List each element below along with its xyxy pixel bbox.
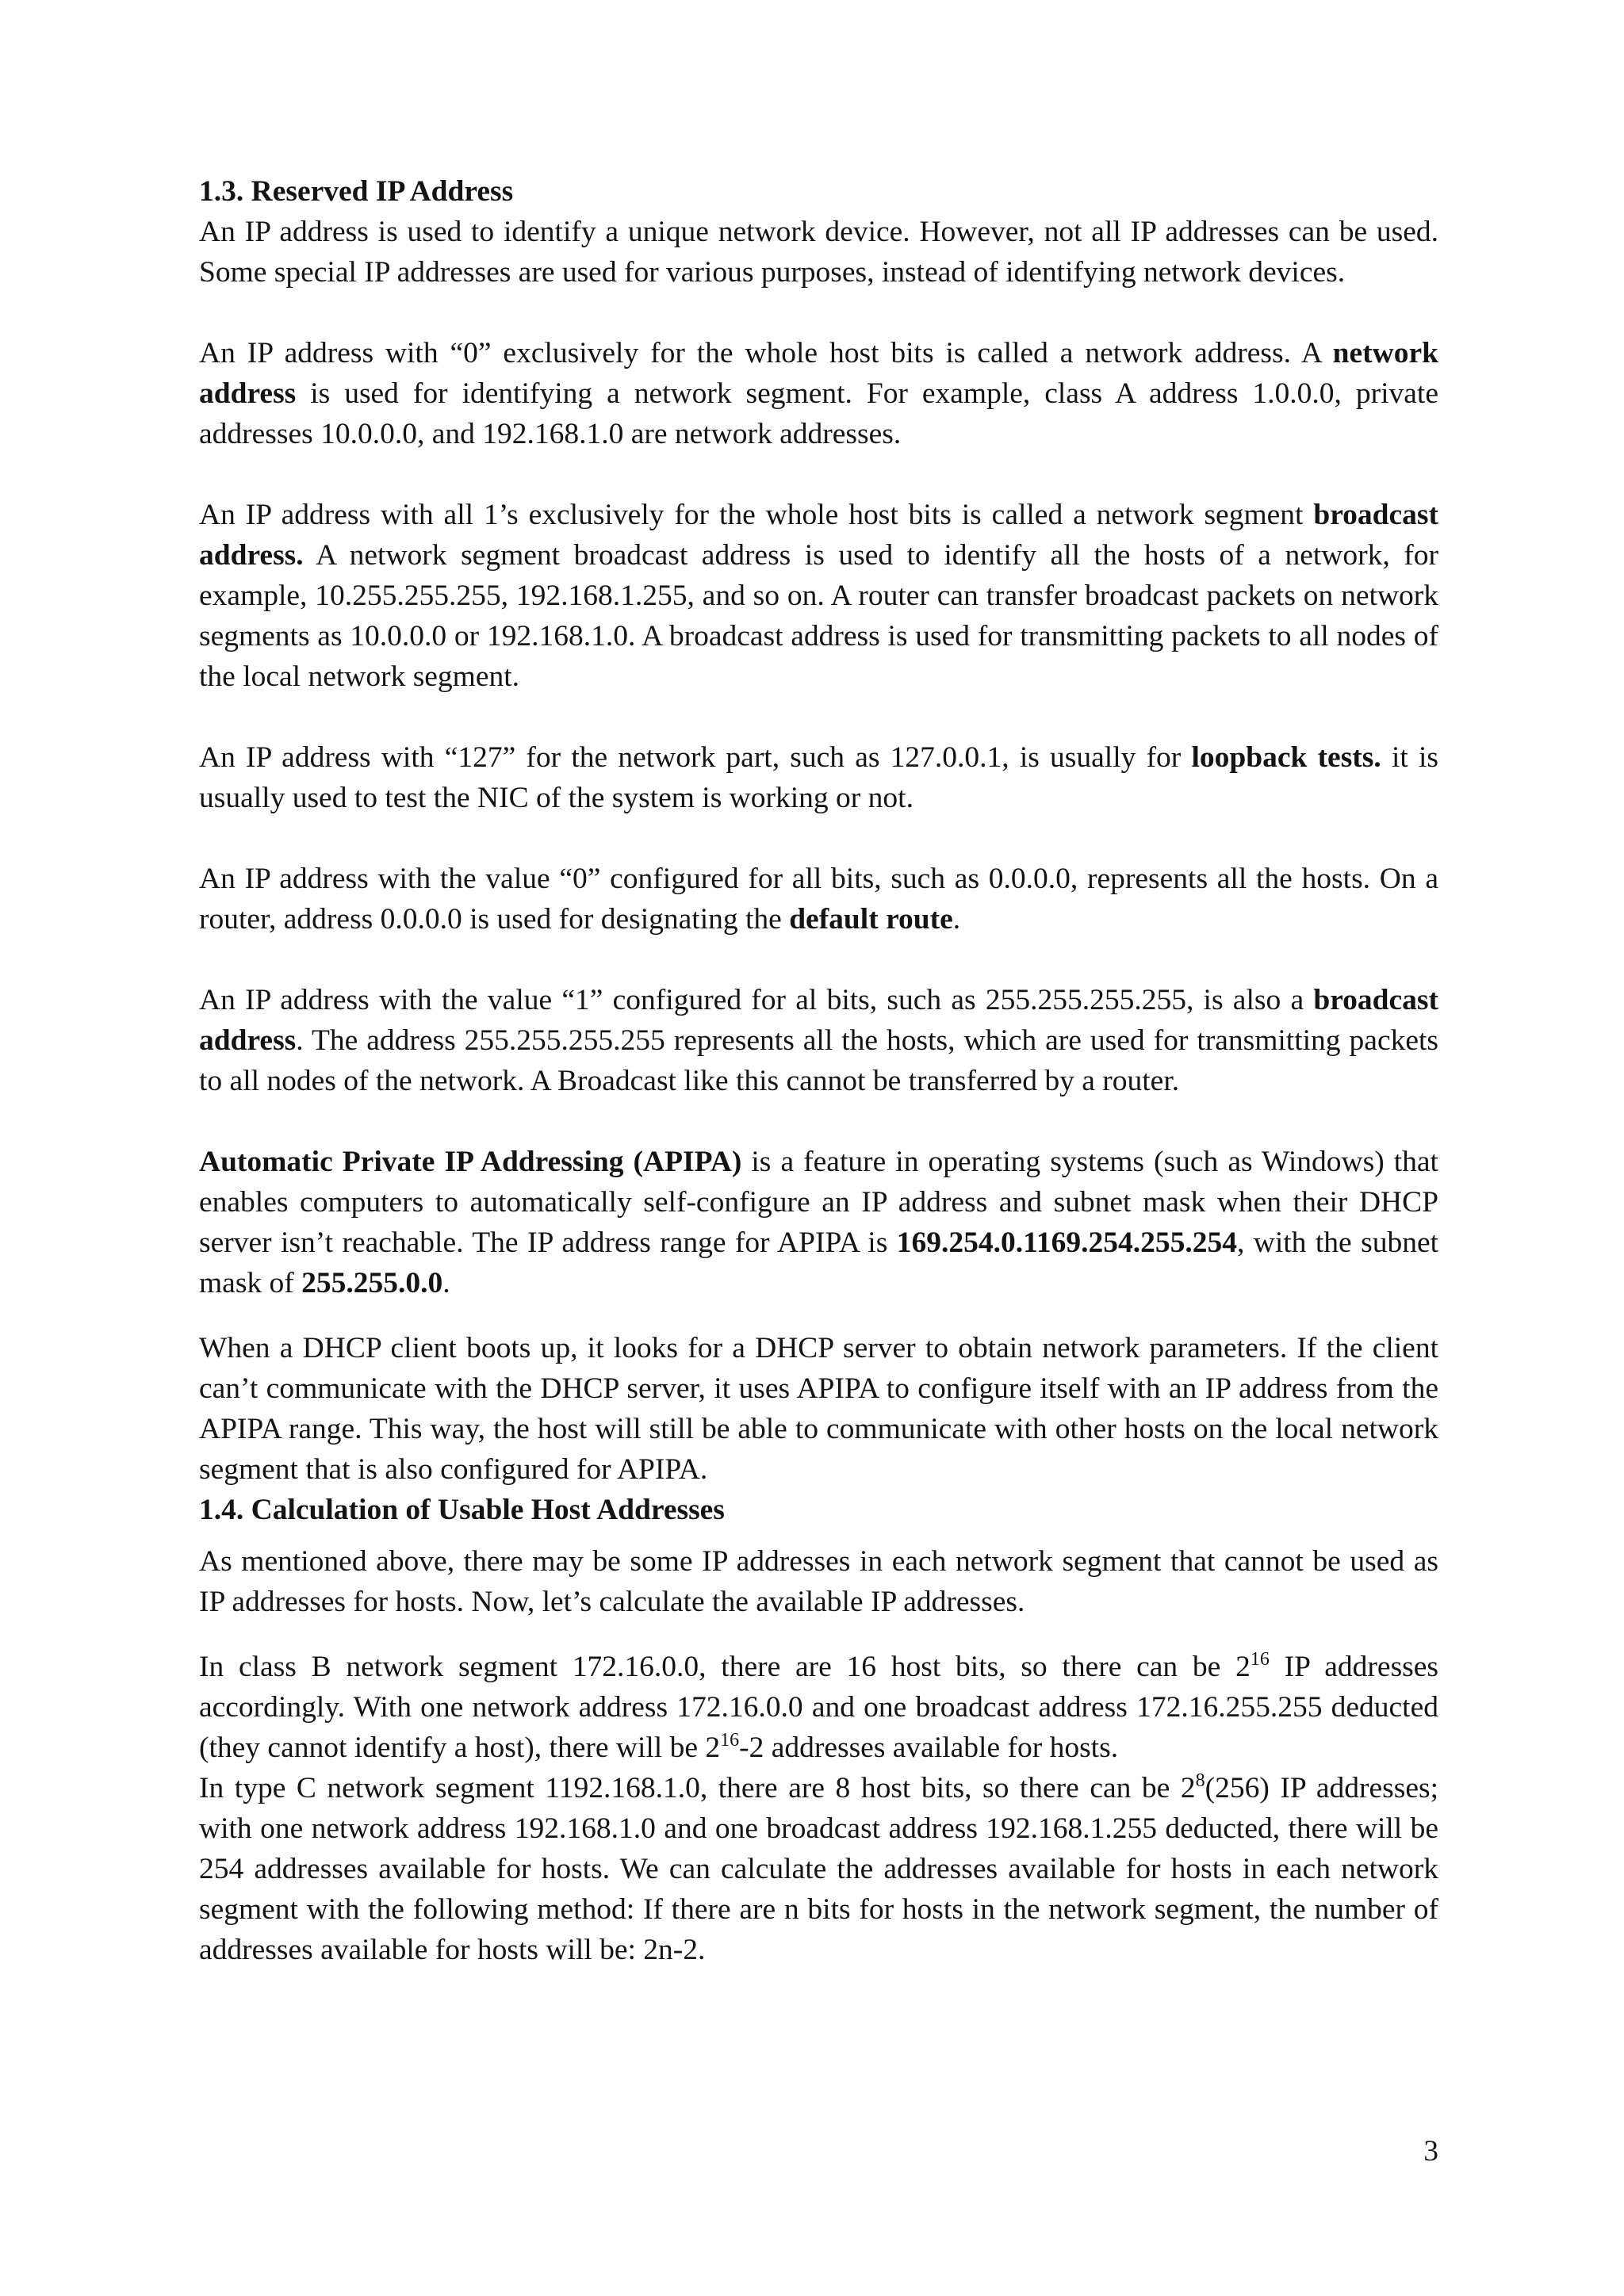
term-apipa: Automatic Private IP Addressing (APIPA) xyxy=(199,1146,742,1178)
text-run: In type C network segment 1192.168.1.0, there are 8 host bits, so there can be 2 xyxy=(199,1772,1196,1804)
text-run: it is usually used to test the NIC of the system is working or not. xyxy=(199,741,1439,814)
paragraph-class-c-example xyxy=(199,1768,1438,1970)
paragraph-reserved-intro: An IP address is used to identify a unique network device. However, not all IP addresses can be used. Some special IP addresses are used for various purposes, instead of identifying network devices. xyxy=(199,216,1438,289)
paragraph-class-b-example xyxy=(199,1647,1438,1768)
superscript-exponent: 16 xyxy=(720,1730,740,1751)
text-run: . The address 255.255.255.255 represents all the hosts, which are used for transmitting packets to all nodes of the network. A Broadcast like this cannot be transferred by a router. xyxy=(199,1024,1438,1097)
term-loopback-tests: loopback tests. xyxy=(1191,741,1381,774)
paragraph-apipa xyxy=(199,1142,1438,1303)
text-run: An IP address with all 1’s exclusively for the whole host bits is called a network segment xyxy=(199,499,1314,531)
section-heading-usable-hosts: 1.4. Calculation of Usable Host Addresses xyxy=(199,1494,725,1526)
term-apipa-subnet-mask: 255.255.0.0 xyxy=(301,1267,443,1299)
text-run: An IP address with the value “1” configured for al bits, such as 255.255.255.255, is also a xyxy=(199,984,1314,1016)
text-run: An IP address with the value “0” configured for all bits, such as 0.0.0.0, represents all the hosts. On a router, address 0.0.0.0 is used for designating the xyxy=(199,863,1438,936)
page-number: 3 xyxy=(1423,2135,1438,2168)
term-broadcast-address: broadcast address xyxy=(199,984,1438,1057)
paragraph-broadcast-address xyxy=(199,495,1438,697)
text-run: . xyxy=(952,903,961,936)
term-default-route: default route xyxy=(789,903,953,936)
term-network-address: network address xyxy=(199,337,1438,410)
paragraph-usable-intro: As mentioned above, there may be some IP addresses in each network segment that cannot be used as IP addresses for hosts. Now, let’s calculate the available IP addresses. xyxy=(199,1545,1438,1618)
text-run: IP addresses accordingly. With one network address 172.16.0.0 and one broadcast address 172.16.255.255 deducted (they cannot identify a host), there will be 2 xyxy=(199,1651,1438,1764)
paragraph-loopback xyxy=(199,737,1438,818)
text-run: In class B network segment 172.16.0.0, there are 16 host bits, so there can be 2 xyxy=(199,1651,1251,1683)
text-run: An IP address with “0” exclusively for the whole host bits is called a network address. A xyxy=(199,337,1333,369)
text-run: is a feature in operating systems (such as Windows) that enables computers to automatically self-configure an IP address and subnet mask when their DHCP server isn’t reachable. The IP address range for APIPA is xyxy=(199,1146,1438,1259)
text-run: , with the subnet mask of xyxy=(199,1226,1439,1299)
term-broadcast-address: broadcast address. xyxy=(199,499,1438,572)
superscript-exponent: 16 xyxy=(1250,1649,1270,1670)
section-heading-reserved-ip: 1.3. Reserved IP Address xyxy=(199,175,514,208)
text-run: -2 addresses available for hosts. xyxy=(739,1732,1119,1764)
term-apipa-range: 169.254.0.1169.254.255.254 xyxy=(896,1226,1237,1259)
text-run: . xyxy=(442,1267,450,1299)
text-run: is used for identifying a network segment. For example, class A address 1.0.0.0, private addresses 10.0.0.0, and 192.168.1.0 are network addresses. xyxy=(199,377,1438,450)
text-run: An IP address with “127” for the network part, such as 127.0.0.1, is usually for xyxy=(199,741,1192,774)
superscript-exponent: 8 xyxy=(1195,1770,1205,1791)
paragraph-dhcp-client: When a DHCP client boots up, it looks for a DHCP server to obtain network parameters. If the client can’t communicate with the DHCP server, it uses APIPA to configure itself with an IP address from the APIPA range. This way, the host will still be able to communicate with other hosts on the local network segment that is also configured for APIPA. xyxy=(199,1332,1438,1486)
paragraph-network-address xyxy=(199,333,1438,454)
paragraph-limited-broadcast xyxy=(199,980,1438,1101)
text-run: (256) IP addresses; with one network address 192.168.1.0 and one broadcast address 192.168.1.255 deducted, there will be 254 addresses available for hosts. We can calculate the addresses available for hosts in each network segment with the following method: If there are n bits for hosts in the network segment, the number of addresses available for hosts will be: 2n-2. xyxy=(199,1772,1438,1966)
text-run: A network segment broadcast address is used to identify all the hosts of a network, for example, 10.255.255.255, 192.168.1.255, and so on. A router can transfer broadcast packets on network segments as 10.0.0.0 or 192.168.1.0. A broadcast address is used for transmitting packets to all nodes of the local network segment. xyxy=(199,539,1438,693)
document-page xyxy=(199,171,1438,1970)
paragraph-default-route xyxy=(199,859,1438,939)
